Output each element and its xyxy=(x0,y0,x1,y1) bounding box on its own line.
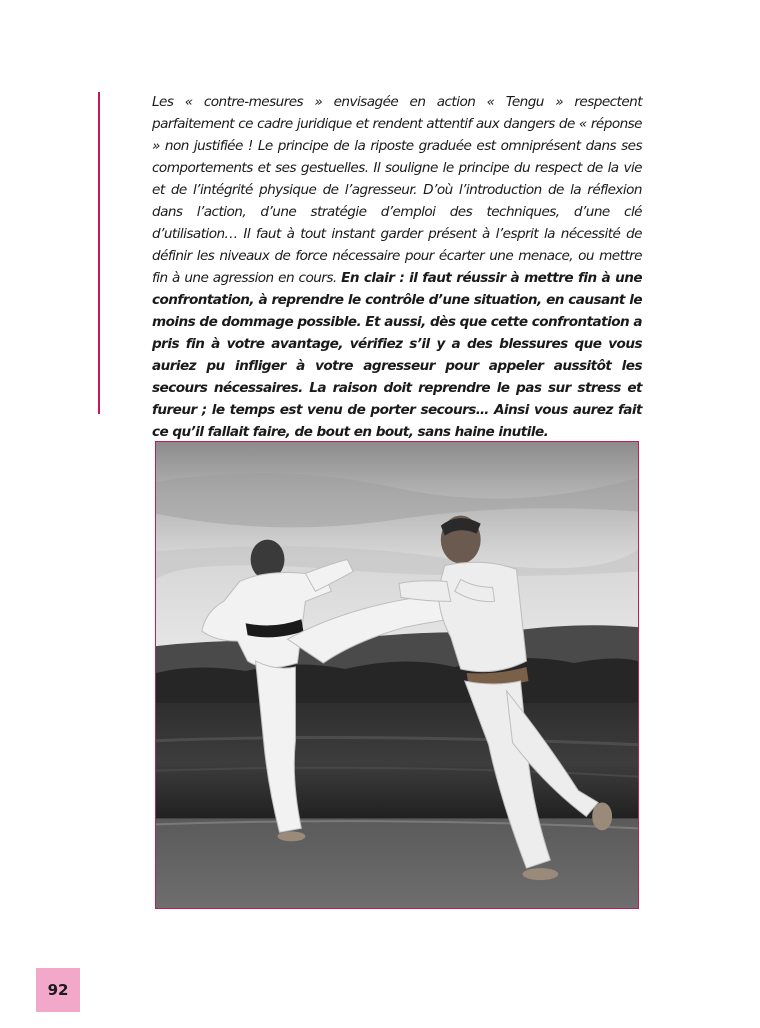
page-number: 92 xyxy=(47,981,69,999)
body-paragraph xyxy=(152,91,642,443)
martial-arts-photo xyxy=(155,441,639,909)
page-number-box xyxy=(36,968,80,1012)
body-paragraph-emphasis: En clair : il faut réussir à mettre fin à une confrontation, à reprendre le contrôle d’une situation, en causant le moins de dommage possible. Et aussi, dès que cette confrontation a pris fin à votre avantage, vérifiez s’il y a des blessures que vous auriez pu infliger à votre agresseur pour appeler aussitôt les secours nécessaires. La raison doit reprendre le pas sur stress et fureur ; le temps est venu de porter secours… Ainsi vous aurez fait ce qu’il fallait faire, de bout en bout, sans haine inutile. xyxy=(152,270,642,440)
martial-arts-photo-image xyxy=(156,442,638,908)
body-paragraph-intro: Les « contre-mesures » envisagée en action « Tengu » respectent parfaitement ce cadre juridique et rendent attentif aux dangers de « réponse » non justifiée ! Le principe de la riposte graduée est omniprésent dans ses comportements et ses gestuelles. Il souligne le principe du respect de la vie et de l’intégrité physique de l’agresseur. D’où l’introduction de la réflexion dans l’action, d’une stratégie d’emploi des techniques, d’une clé d’utilisation… Il faut à tout instant garder présent à l’esprit la nécessité de définir les niveaux de force nécessaire pour écarter une menace, ou mettre fin à une agression en cours. xyxy=(152,94,642,286)
margin-rule xyxy=(98,92,100,414)
